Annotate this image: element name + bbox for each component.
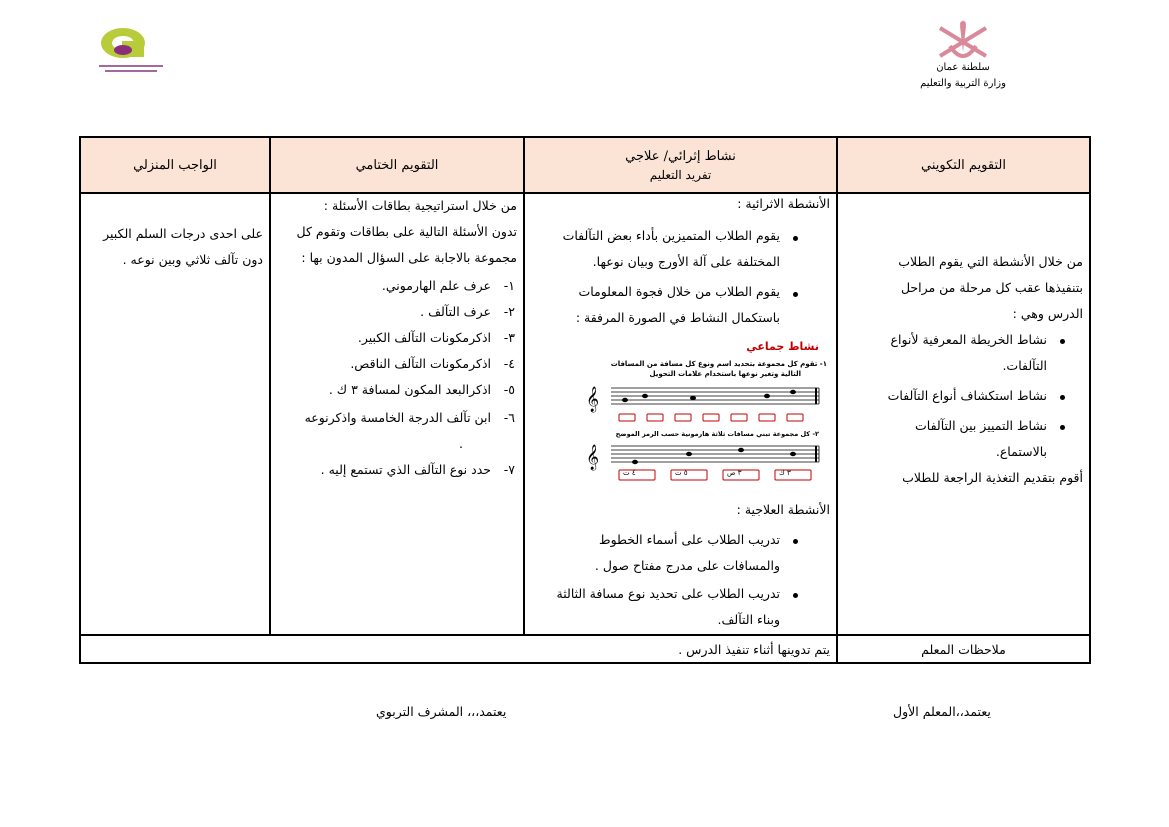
final-item-1: عرف علم الهارموني. (381, 278, 491, 293)
enrich-title: الأنشطة الاثرائية : (737, 196, 830, 211)
teacher-notes-text: يتم تدوينها أثناء تنفيذ الدرس . (80, 635, 837, 663)
remedial-bullet-2b: وبناء التآلف. (717, 612, 780, 627)
final-intro-2: تدون الأسئلة التالية على بطاقات وتقوم كل (296, 224, 517, 239)
final-item-6: ابن تآلف الدرجة الخامسة واذكرنوعه (304, 410, 491, 425)
staff-two-icon (585, 440, 827, 488)
remedial-bullet-1a: تدريب الطلاب على أسماء الخطوط (599, 532, 780, 547)
bullet-icon (1060, 395, 1065, 400)
activity-box-3: ٥ ت (675, 469, 688, 477)
final-cell (270, 193, 524, 635)
activity-box-4: ٤ ت (623, 469, 636, 477)
final-item-6-cont: . (459, 436, 463, 451)
final-item-2-num: ٢- (503, 304, 515, 319)
remedial-bullet-2a: تدريب الطلاب على تحديد نوع مسافة الثالثة (556, 586, 780, 601)
formative-intro-3: الدرس وهي : (1012, 306, 1083, 321)
activity-q1-line2: التالية وتغير نوعها باستخدام علامات التحويل (649, 370, 801, 378)
bullet-icon (1060, 425, 1065, 430)
final-item-3-num: ٣- (503, 330, 515, 345)
enrich-bullet-1a: يقوم الطلاب المتميزين بأداء بعض التآلفات (562, 228, 780, 243)
lesson-plan-table (79, 136, 1091, 664)
header-enrichment-title: نشاط إثرائي/ علاجي (625, 148, 736, 164)
final-item-4-num: ٤- (503, 356, 515, 371)
teacher-notes-label: ملاحظات المعلم (837, 635, 1090, 663)
activity-box-1: ٣ ك (779, 469, 791, 477)
header-homework: الواجب المنزلي (80, 137, 270, 193)
bullet-icon (1060, 339, 1065, 344)
staff-one-icon (585, 382, 827, 430)
svg-text:𝄞: 𝄞 (585, 445, 599, 470)
bullet-icon (793, 236, 798, 241)
enrich-bullet-1b: المختلفة على آلة الأورج وبيان نوعها. (592, 254, 780, 269)
remedial-bullet-1b: والمسافات على مدرج مفتاح صول . (594, 558, 780, 573)
emblem-caption-line1: سلطنة عمان (936, 62, 990, 73)
activity-box-2: ٣ ص (727, 469, 742, 477)
formative-closing: أقوم بتقديم التغذية الراجعة للطلاب (902, 470, 1083, 485)
formative-intro-1: من خلال الأنشطة التي يقوم الطلاب (898, 254, 1083, 269)
final-item-2: عرف التآلف . (420, 304, 491, 319)
group-activity-worksheet (585, 340, 827, 490)
final-item-7: حدد نوع التآلف الذي تستمع إليه . (320, 462, 491, 477)
header-formative: التقويم التكويني (837, 137, 1090, 193)
table-header-row (80, 137, 1090, 193)
final-item-5-num: ٥- (503, 382, 515, 397)
final-item-5: اذكرالبعد المكون لمسافة ٣ ك . (328, 382, 491, 397)
activity-title: نشاط جماعي (746, 340, 819, 353)
final-intro-1: من خلال استراتيجية بطاقات الأسئلة : (323, 198, 517, 213)
svg-text:𝄞: 𝄞 (585, 387, 599, 412)
content-row (80, 193, 1090, 635)
final-item-4: اذكرمكونات التآلف الناقص. (350, 356, 491, 371)
homework-line-2: دون تآلف ثلاثي وبين نوعه . (122, 252, 263, 267)
enrich-bullet-2b: باستكمال النشاط في الصورة المرفقة : (575, 310, 780, 325)
formative-bullet-2: نشاط استكشاف أنواع التآلفات (887, 388, 1047, 403)
final-item-7-num: ٧- (503, 462, 515, 477)
formative-cell (837, 193, 1090, 635)
bullet-icon (793, 593, 798, 598)
activity-q2: ٢- كل مجموعة تبني مسافات ثلاثة هارمونية حسب الرمز الموضح (615, 430, 819, 438)
first-teacher-signature: يعتمد،،المعلم الأول (893, 704, 991, 719)
header-enrichment-sub: تفريد التعليم (649, 167, 712, 182)
formative-bullet-1a: نشاط الخريطة المعرفية لأنواع (890, 332, 1047, 347)
quality-logo (95, 25, 167, 77)
homework-line-1: على احدى درجات السلم الكبير (103, 226, 263, 241)
formative-intro-2: بتنفيذها عقب كل مرحلة من مراحل (900, 280, 1083, 295)
enrich-bullet-2a: يقوم الطلاب من خلال فجوة المعلومات (578, 284, 780, 299)
header-final: التقويم الختامي (270, 137, 524, 193)
final-item-3: اذكرمكونات التآلف الكبير. (357, 330, 491, 345)
ministry-emblem (918, 16, 1008, 98)
remedial-title: الأنشطة العلاجية : (736, 502, 830, 517)
homework-cell (80, 193, 270, 635)
teacher-notes-row (80, 635, 1090, 663)
final-item-6-num: ٦- (503, 410, 515, 425)
bullet-icon (793, 292, 798, 297)
formative-bullet-3b: بالاستماع. (995, 444, 1047, 459)
final-intro-3: مجموعة بالاجابة على السؤال المدون بها : (301, 250, 517, 265)
activity-q1-line1: ١- تقوم كل مجموعة بتحديد اسم ونوع كل مسافة من المسافات (610, 360, 827, 368)
header-enrichment (524, 137, 837, 193)
emblem-caption-line2: وزارة التربية والتعليم (920, 78, 1006, 89)
final-item-1-num: ١- (503, 278, 515, 293)
formative-bullet-3a: نشاط التمييز بين التآلفات (915, 418, 1047, 433)
formative-bullet-1b: التآلفات. (1002, 358, 1047, 373)
enrichment-cell (524, 193, 837, 635)
bullet-icon (793, 539, 798, 544)
supervisor-signature: يعتمد،،، المشرف التربوي (376, 704, 507, 719)
